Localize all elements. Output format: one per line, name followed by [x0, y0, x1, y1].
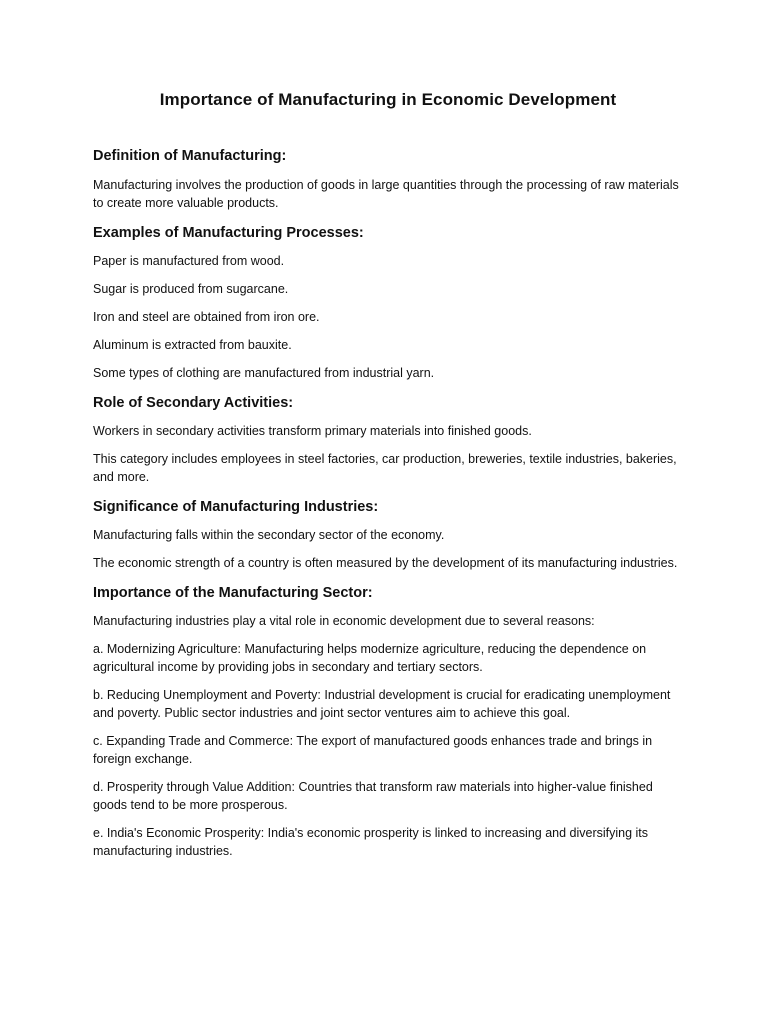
paragraph: Workers in secondary activities transform primary materials into finished goods.: [93, 424, 532, 438]
paragraph: This category includes employees in steel factories, car production, breweries, textile industries, bakeries, and more.: [93, 452, 677, 484]
paragraph: Aluminum is extracted from bauxite.: [93, 338, 292, 352]
paragraph: Some types of clothing are manufactured from industrial yarn.: [93, 366, 435, 380]
section-significance: [93, 497, 683, 572]
paragraph: The economic strength of a country is often measured by the development of its manufacturing industries.: [93, 556, 678, 570]
paragraph: Paper is manufactured from wood.: [93, 254, 285, 268]
document-page: [93, 88, 683, 860]
section-definition: [93, 146, 683, 212]
section-heading: Importance of the Manufacturing Sector:: [93, 585, 373, 601]
list-item: a. Modernizing Agriculture: Manufacturing helps modernize agriculture, reducing the dependence on agricultural income by providing jobs in secondary and tertiary sectors.: [93, 642, 647, 674]
paragraph: Manufacturing industries play a vital role in economic development due to several reasons:: [93, 614, 595, 628]
paragraph: Iron and steel are obtained from iron ore.: [93, 310, 320, 324]
paragraph: Manufacturing involves the production of goods in large quantities through the processing of raw materials to create more valuable products.: [93, 178, 679, 210]
section-heading: Definition of Manufacturing:: [93, 148, 287, 164]
list-item: d. Prosperity through Value Addition: Countries that transform raw materials into higher-value finished goods tend to be more prosperous.: [93, 780, 653, 812]
paragraph: Manufacturing falls within the secondary sector of the economy.: [93, 528, 445, 542]
document-title: Importance of Manufacturing in Economic Development: [159, 90, 617, 109]
paragraph: Sugar is produced from sugarcane.: [93, 282, 289, 296]
list-item: e. India's Economic Prosperity: India's economic prosperity is linked to increasing and diversifying its manufacturing industries.: [93, 826, 649, 858]
section-heading: Significance of Manufacturing Industries:: [93, 499, 379, 515]
section-importance: [93, 583, 683, 860]
section-heading: Role of Secondary Activities:: [93, 395, 294, 411]
list-item: c. Expanding Trade and Commerce: The export of manufactured goods enhances trade and brings in foreign exchange.: [93, 734, 653, 766]
section-examples: [93, 223, 683, 382]
section-secondary-activities: [93, 393, 683, 486]
section-heading: Examples of Manufacturing Processes:: [93, 225, 364, 241]
list-item: b. Reducing Unemployment and Poverty: Industrial development is crucial for eradicating unemployment and poverty. Public sector industries and joint sector ventures aim to achieve this goal.: [93, 688, 671, 720]
